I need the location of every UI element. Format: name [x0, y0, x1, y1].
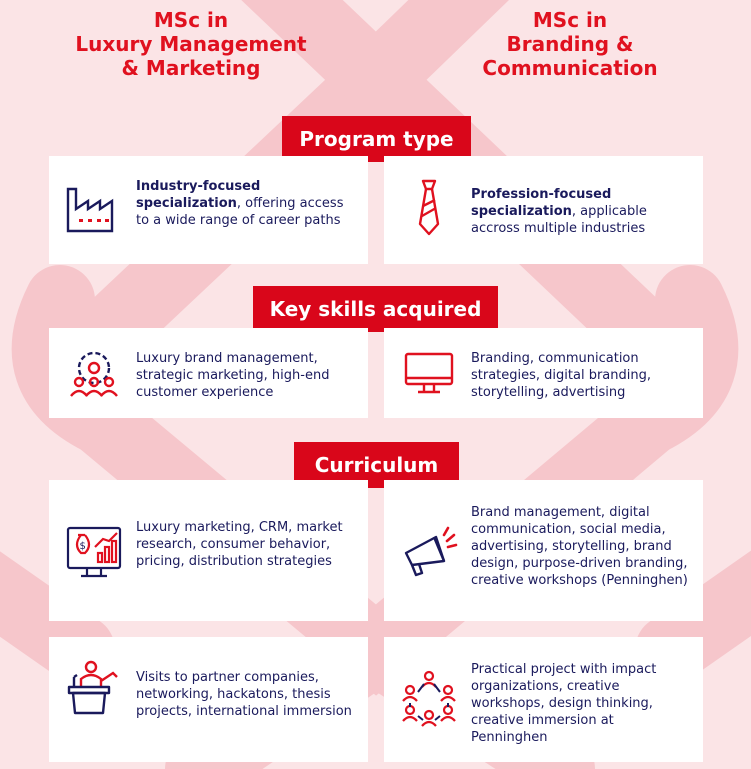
card-text [471, 186, 691, 237]
necktie-icon [400, 178, 458, 236]
card-text: Visits to partner companies, networking, hackatons, thesis projects, international immersion [136, 670, 352, 719]
header-line: Communication [482, 56, 658, 80]
speaker-podium-icon [65, 659, 123, 717]
card-text [136, 178, 356, 229]
header-line: MSc in [532, 8, 608, 32]
megaphone-icon [400, 523, 458, 581]
svg-text:$: $ [79, 541, 86, 552]
monitor-icon [400, 344, 458, 402]
team-gear-icon [65, 346, 123, 404]
section-program-type: Program type [282, 116, 471, 162]
card-rest-text: , offering access to a wide range of career paths [136, 196, 344, 228]
header-branding-communication [420, 8, 720, 80]
card-curriculum-branding-1 [384, 480, 703, 621]
header-line: & Marketing [121, 56, 261, 80]
card-text: Branding, communication strategies, digital branding, storytelling, advertising [471, 351, 652, 400]
factory-icon [65, 181, 123, 239]
section-key-skills: Key skills acquired [253, 286, 498, 332]
header-line: Branding & [506, 32, 634, 56]
card-bold-text: Industry-focused specialization [136, 179, 261, 211]
card-key-skills-luxury [49, 328, 368, 418]
money-chart-icon [65, 523, 123, 581]
card-curriculum-luxury-2 [49, 637, 368, 762]
card-bold-text: Profession-focused specialization [471, 187, 612, 219]
card-text: Practical project with impact organizations, creative workshops, design thinking, creative immersion at Penninghen [471, 662, 657, 745]
header-line: MSc in [153, 8, 229, 32]
card-curriculum-luxury-1 [49, 480, 368, 621]
card-text: Brand management, digital communication, social media, advertising, storytelling, brand design, purpose-driven branding, creative workshops (Penninghen) [471, 505, 688, 588]
card-program-type-luxury [49, 156, 368, 264]
team-circle-icon [400, 670, 458, 728]
card-text: Luxury brand management, strategic marketing, high-end customer experience [136, 351, 330, 400]
card-program-type-branding [384, 156, 703, 264]
header-luxury-management [41, 8, 341, 80]
card-text: Luxury marketing, CRM, market research, consumer behavior, pricing, distribution strategies [136, 520, 343, 569]
card-curriculum-branding-2 [384, 637, 703, 762]
card-rest-text: , applicable accross multiple industries [471, 204, 647, 236]
section-curriculum: Curriculum [294, 442, 459, 488]
card-key-skills-branding [384, 328, 703, 418]
header-line: Luxury Management [75, 32, 307, 56]
